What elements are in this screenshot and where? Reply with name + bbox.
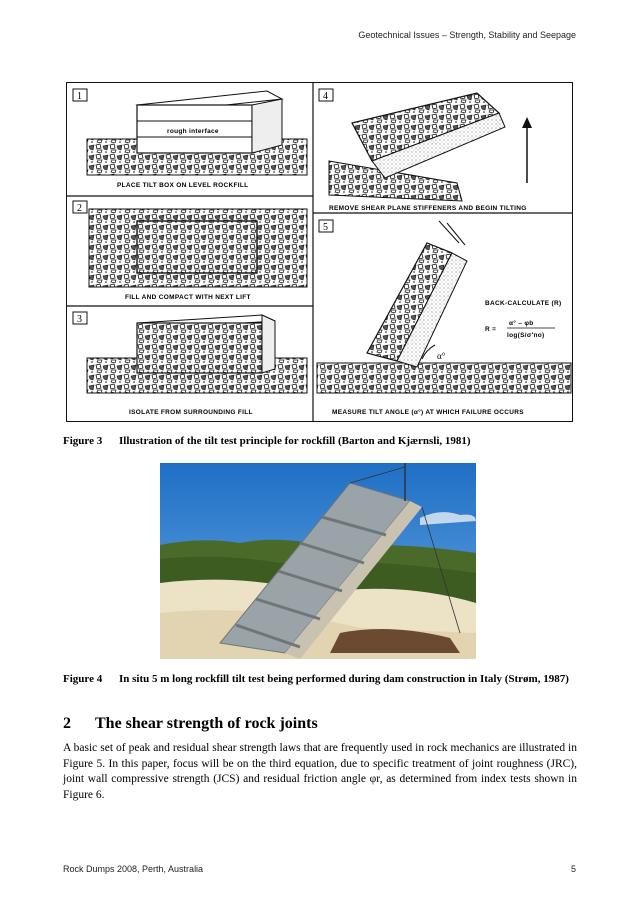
panel-3-number: 3 <box>77 314 82 325</box>
section-heading <box>63 715 318 733</box>
page-number: 5 <box>570 864 576 874</box>
figure-4-photo <box>160 463 476 659</box>
back-calculate-label: BACK-CALCULATE (R) <box>485 300 562 307</box>
panel-5-number: 5 <box>323 222 328 233</box>
panel-1 <box>73 89 307 189</box>
figure-3-label: Figure 3 <box>63 435 103 447</box>
formula-numerator: α° – φb <box>509 320 534 327</box>
panel-1-caption: PLACE TILT BOX ON LEVEL ROCKFILL <box>117 182 249 189</box>
panel-2-number: 2 <box>77 203 82 214</box>
section-title: The shear strength of rock joints <box>95 715 318 732</box>
figure-3-illustration <box>66 82 573 422</box>
tilt-angle-label: α° <box>437 351 446 361</box>
section-body: A basic set of peak and residual shear strength laws that are frequently used in rock mechanics are illustrated in Figure 5. In this paper, focus will be on the third equation, due to specific treatment of joint roughness (JRC), joint wall compressive strength (JCS) and residual friction angle φr, as determined from index tests shown in Figure 6. <box>63 742 577 801</box>
panel-3 <box>73 312 307 416</box>
page-footer <box>63 864 576 874</box>
rough-interface-label: rough interface <box>167 128 219 135</box>
formula-denominator: log(S/σ′no) <box>507 332 545 339</box>
figure-3-caption-text: Illustration of the tilt test principle for rockfill (Barton and Kjærnsli, 1981) <box>119 435 471 447</box>
panel-5 <box>317 220 571 416</box>
footer-conference: Rock Dumps 2008, Perth, Australia <box>63 864 204 874</box>
section-number: 2 <box>63 715 71 732</box>
panel-3-caption: ISOLATE FROM SURROUNDING FILL <box>129 409 253 416</box>
panel-2-caption: FILL AND COMPACT WITH NEXT LIFT <box>125 294 251 301</box>
figure-3-caption <box>63 434 583 448</box>
panel-1-number: 1 <box>77 91 82 102</box>
panel-5-caption: MEASURE TILT ANGLE (α°) AT WHICH FAILURE OCCURS <box>332 409 524 416</box>
figure-4-caption-text: In situ 5 m long rockfill tilt test being performed during dam construction in Italy (Strøm, 1987) <box>119 673 569 685</box>
figure-4-caption <box>63 672 583 686</box>
formula-lhs: R = <box>485 326 497 333</box>
panel-2 <box>73 201 307 301</box>
figure-4-label: Figure 4 <box>63 673 103 685</box>
running-header: Geotechnical Issues – Strength, Stability and Seepage <box>358 30 576 40</box>
panel-4-caption: REMOVE SHEAR PLANE STIFFENERS AND BEGIN TILTING <box>329 205 527 212</box>
panel-4-number: 4 <box>323 91 328 102</box>
panel-4 <box>319 89 532 212</box>
